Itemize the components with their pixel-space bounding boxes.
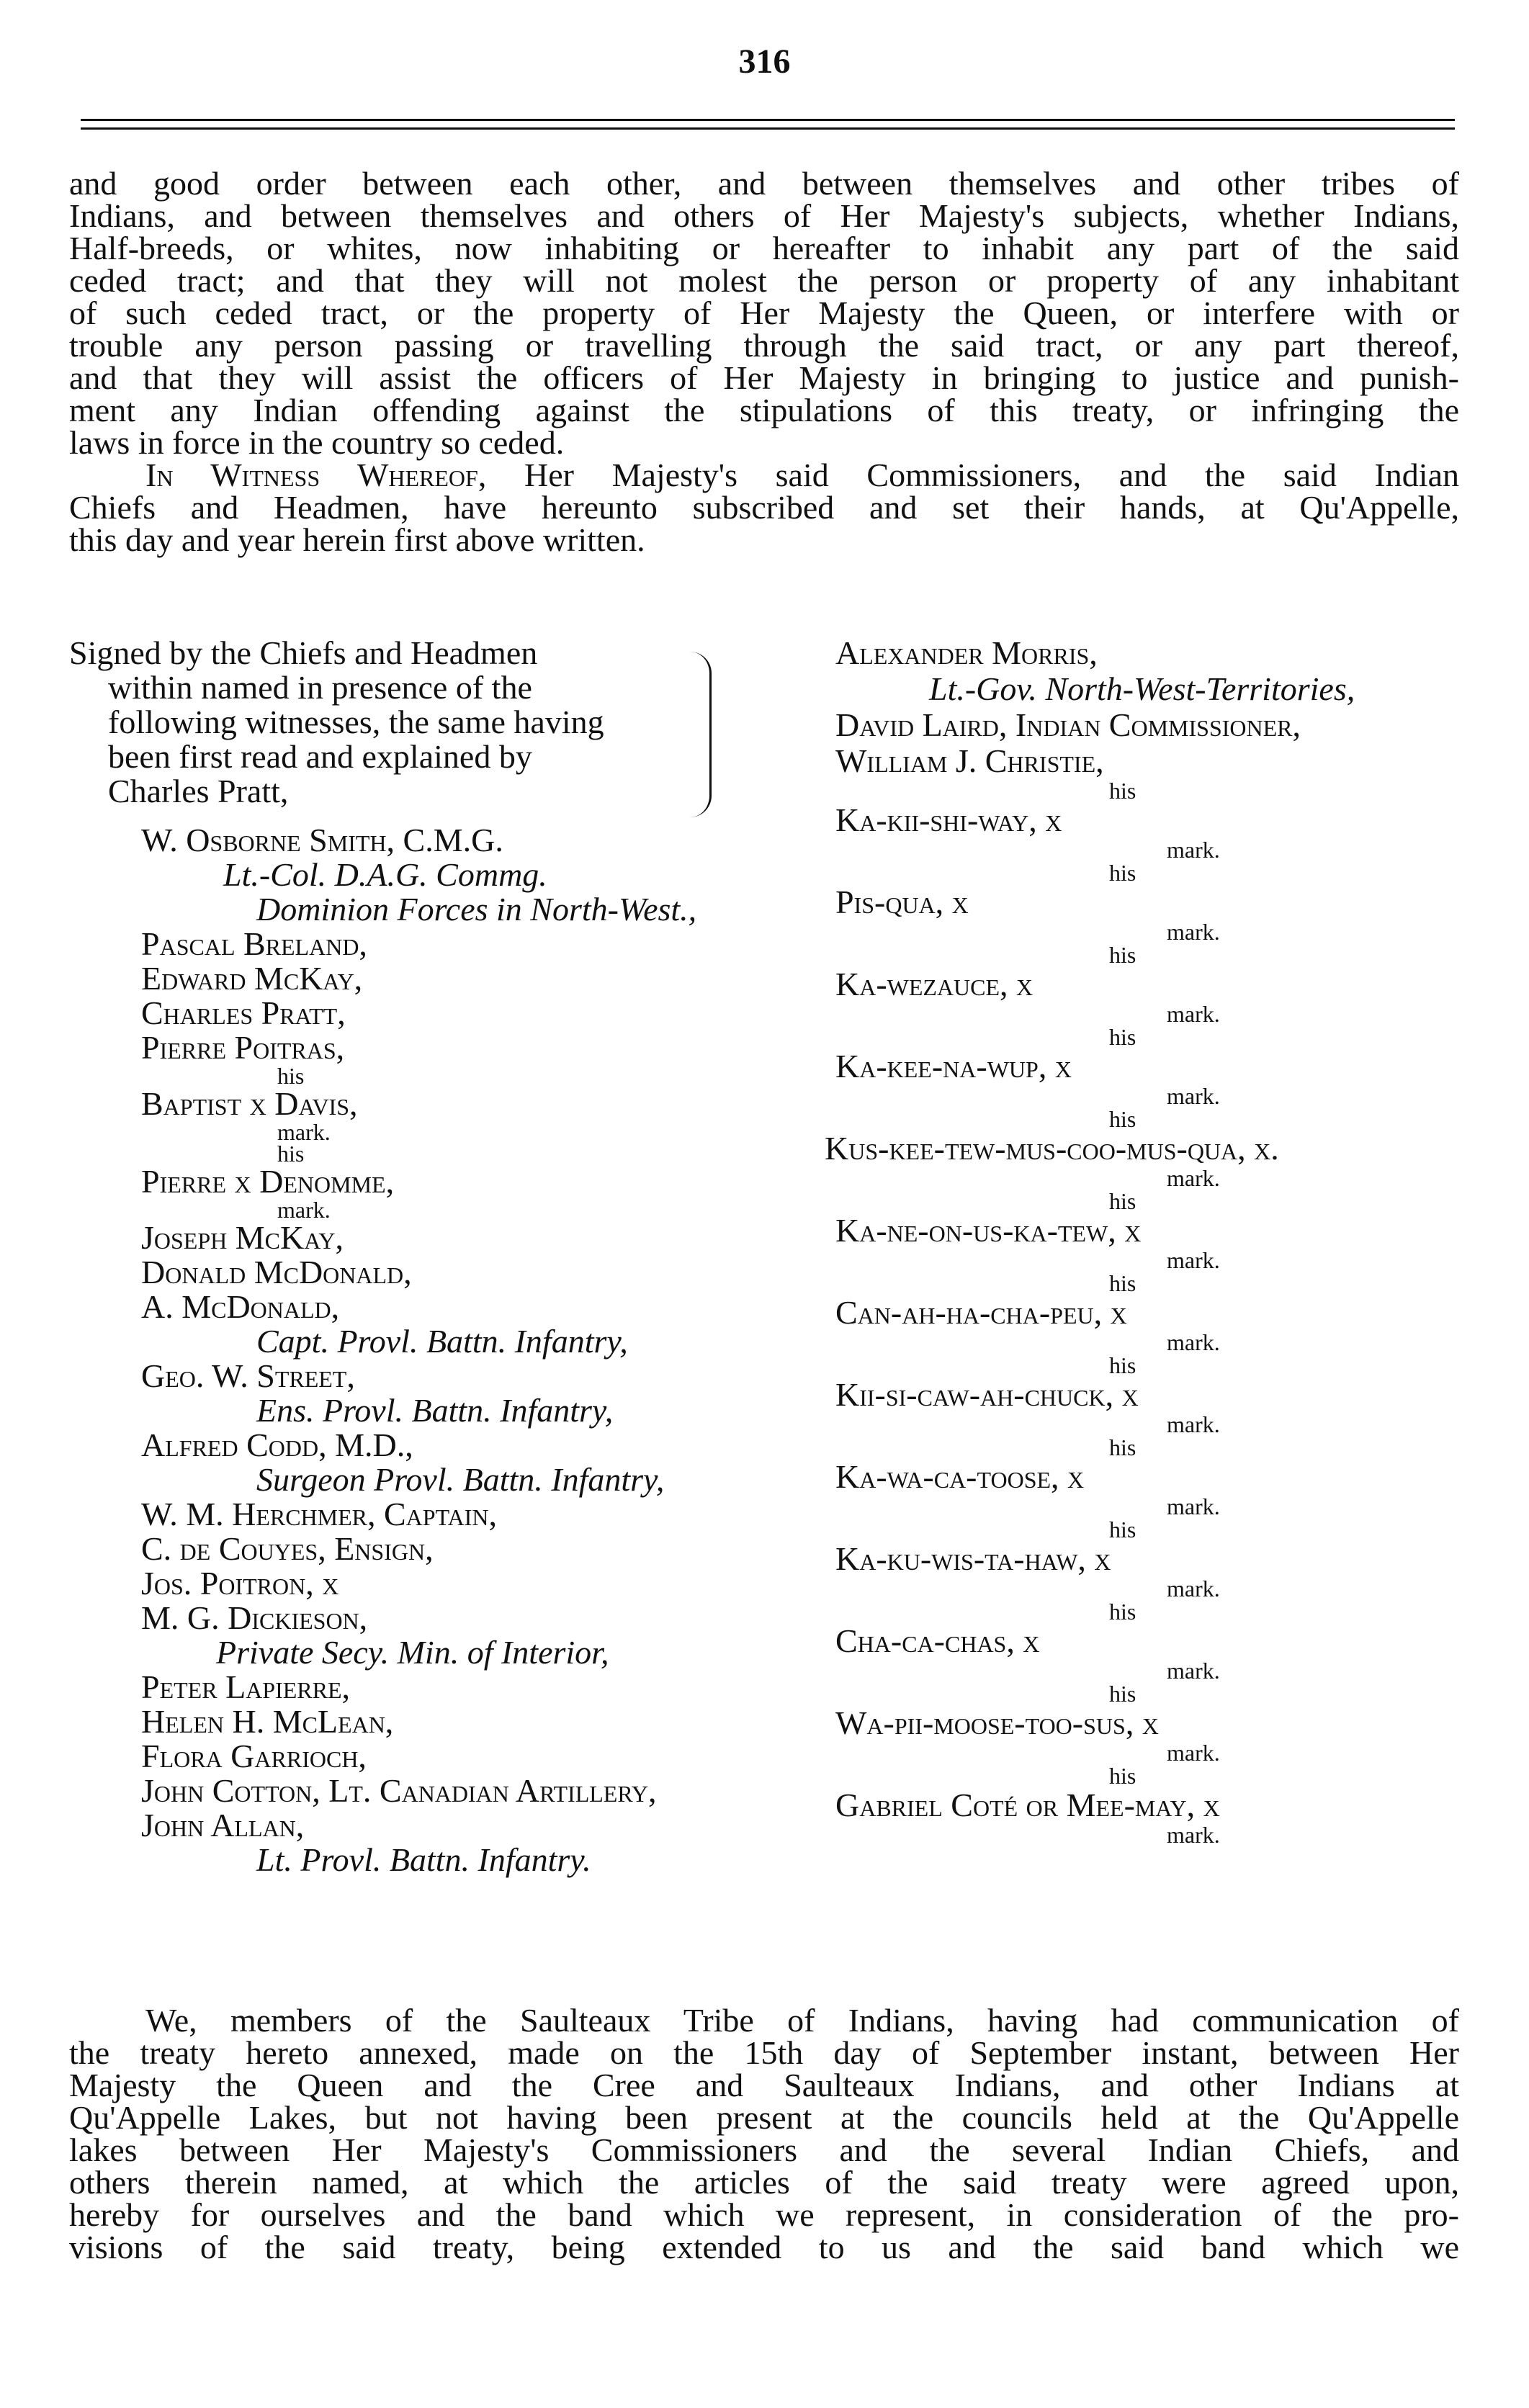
signature-mark-text: mark. [1167, 1329, 1220, 1355]
signature-mark-text: mark. [1167, 1576, 1220, 1601]
witness-entry: John Cotton, Lt. Canadian Artillery, [141, 1772, 657, 1809]
signatory-entry: Ka-wezauce, x [835, 966, 1033, 1002]
witness-entry: Lt.-Col. D.A.G. Commg. [223, 856, 547, 893]
witness-entry: Joseph McKay, [141, 1219, 344, 1256]
signatory-entry: Ka-ku-wis-ta-haw, x [835, 1540, 1111, 1577]
signature-mark-text: mark. [1167, 1411, 1220, 1437]
witness-entry: Dominion Forces in North-West., [256, 891, 697, 927]
witness-entry: C. de Couyes, Ensign, [141, 1530, 434, 1567]
paragraph-line: Chiefs and Headmen, have hereunto subscribed and set their hands, at Qu'Appelle, [69, 489, 1459, 526]
witness-entry: Helen H. McLean, [141, 1703, 394, 1740]
signatory-entry: Lt.-Gov. North-West-Territories, [929, 670, 1355, 707]
signatory-entry: William J. Christie, [835, 742, 1104, 779]
witness-entry: M. G. Dickieson, [141, 1599, 368, 1636]
signatory-entry: Wa-pii-moose-too-sus, x [835, 1704, 1159, 1741]
witness-entry: Flora Garrioch, [141, 1738, 367, 1774]
witness-entry: Pascal Breland, [141, 925, 367, 962]
paragraph-line: Half-breeds, or whites, now inhabiting or hereafter to inhabit any part of the said [69, 230, 1459, 266]
signature-mark-text: his [1109, 1270, 1136, 1296]
signature-mark-text: his [1109, 1599, 1136, 1625]
witness-entry: Capt. Provl. Battn. Infantry, [256, 1323, 628, 1360]
signatory-entry: Kus-kee-tew-mus-coo-mus-qua, x. [825, 1130, 1279, 1167]
signature-mark-text: mark. [1167, 1822, 1220, 1848]
paragraph-line: Qu'Appelle Lakes, but not having been present at the councils held at the Qu'Appelle [69, 2099, 1459, 2136]
paragraph-line: Majesty the Queen and the Cree and Saulteaux Indians, and other Indians at [69, 2067, 1459, 2103]
signature-mark-text: his [1109, 1517, 1136, 1542]
paragraph-line: and good order between each other, and between themselves and other tribes of [69, 165, 1459, 202]
witness-entry: Pierre x Denomme, [141, 1163, 395, 1200]
signature-mark-text: his [1109, 1106, 1136, 1132]
witness-line-text: Her Majesty's said Commissioners, and the said Indian [486, 457, 1459, 493]
signature-mark-text: mark. [277, 1197, 331, 1223]
signatory-entry: Gabriel Coté or Mee-may, x [835, 1787, 1220, 1823]
signature-mark-text: mark. [1167, 919, 1220, 945]
signing-preamble-line: been first read and explained by [108, 738, 532, 775]
paragraph-line: lakes between Her Majesty's Commissioners and the several Indian Chiefs, and [69, 2131, 1459, 2168]
witness-entry: W. Osborne Smith, C.M.G. [141, 822, 503, 858]
witness-entry: Surgeon Provl. Battn. Infantry, [256, 1461, 665, 1498]
witness-entry: Lt. Provl. Battn. Infantry. [256, 1841, 591, 1878]
signature-mark-text: mark. [1167, 837, 1220, 863]
witness-entry: Alfred Codd, M.D., [141, 1427, 413, 1463]
witness-entry: Private Secy. Min. of Interior, [216, 1634, 609, 1671]
signing-preamble-line: Signed by the Chiefs and Headmen [69, 634, 538, 671]
witness-entry: Jos. Poitron, x [141, 1565, 339, 1601]
witness-entry: Edward McKay, [141, 960, 363, 997]
signature-mark-text: mark. [1167, 1740, 1220, 1766]
signing-preamble-line: Charles Pratt, [108, 773, 289, 809]
paragraph-line: and that they will assist the officers of Her Majesty in bringing to justice and punish- [69, 359, 1459, 396]
witness-entry: W. M. Herchmer, Captain, [141, 1496, 497, 1532]
signatory-entry: Ka-ne-on-us-ka-tew, x [835, 1212, 1142, 1249]
signature-mark-text: mark. [1167, 1658, 1220, 1684]
witness-entry: Pierre Poitras, [141, 1029, 345, 1066]
paragraph-line: trouble any person passing or travelling through the said tract, or any part thereof, [69, 327, 1459, 364]
paragraph-line: Indians, and between themselves and others of Her Majesty's subjects, whether Indians, [69, 197, 1459, 234]
witness-entry: A. McDonald, [141, 1288, 340, 1325]
signature-mark-text: his [1109, 1188, 1136, 1214]
signature-mark-text: his [1109, 860, 1136, 886]
signature-mark-text: mark. [1167, 1165, 1220, 1191]
signatory-entry: David Laird, Indian Commissioner, [835, 706, 1301, 743]
signature-mark-text: his [277, 1141, 305, 1167]
paragraph-line: visions of the said treaty, being extended to us and the said band which we [69, 2229, 1459, 2265]
witness-entry: Baptist x Davis, [141, 1085, 358, 1122]
witness-entry: Geo. W. Street, [141, 1357, 355, 1394]
paragraph-line: ceded tract; and that they will not molest the person or property of any inhabitant [69, 262, 1459, 299]
signatory-entry: Pis-qua, x [835, 884, 969, 920]
witness-entry: Peter Lapierre, [141, 1668, 351, 1705]
signature-mark-text: his [277, 1063, 305, 1089]
signature-mark-text: mark. [1167, 1493, 1220, 1519]
signatory-entry: Can-ah-ha-cha-peu, x [835, 1294, 1127, 1331]
witness-lead: In Witness Whereof, [145, 457, 487, 493]
signature-mark-text: mark. [1167, 1083, 1220, 1109]
signatory-entry: Cha-ca-chas, x [835, 1622, 1040, 1659]
signatory-entry: Ka-wa-ca-toose, x [835, 1458, 1085, 1495]
paragraph-line: others therein named, at which the articles of the said treaty were agreed upon, [69, 2164, 1459, 2201]
signature-mark-text: his [1109, 1024, 1136, 1050]
signature-mark-text: mark. [1167, 1001, 1220, 1027]
signature-mark-text: his [1109, 778, 1136, 804]
paragraph-line: ment any Indian offending against the stipulations of this treaty, or infringing the [69, 392, 1459, 428]
signatory-entry: Kii-si-caw-ah-chuck, x [835, 1376, 1139, 1413]
signature-mark-text: his [1109, 1763, 1136, 1789]
treaty-paragraph-bottom [69, 2004, 1459, 2263]
signing-preamble-line: within named in presence of the [108, 669, 532, 706]
paragraph-line: this day and year herein first above written. [69, 521, 645, 558]
signatory-entry: Ka-kee-na-wup, x [835, 1048, 1072, 1084]
signature-mark-text: his [1109, 1352, 1136, 1378]
page-number: 316 [738, 42, 791, 81]
signature-mark-text: his [1109, 1681, 1136, 1707]
paragraph-line: laws in force in the country so ceded. [69, 424, 565, 461]
witness-entry: John Allan, [141, 1807, 305, 1843]
signature-mark-text: his [1109, 1434, 1136, 1460]
signature-mark-text: his [1109, 942, 1136, 968]
witness-entry: Charles Pratt, [141, 994, 346, 1031]
signatory-entry: Alexander Morris, [835, 634, 1098, 671]
paragraph-line: of such ceded tract, or the property of Her Majesty the Queen, or interfere with or [69, 295, 1459, 331]
paragraph-line: the treaty hereto annexed, made on the 15th day of September instant, between Her [69, 2034, 1459, 2071]
witness-entry: Ens. Provl. Battn. Infantry, [256, 1392, 614, 1429]
witness-entry: Donald McDonald, [141, 1254, 412, 1290]
signature-mark-text: mark. [1167, 1247, 1220, 1273]
paragraph-line: hereby for ourselves and the band which we represent, in consideration of the pro- [69, 2196, 1459, 2233]
signing-preamble-line: following witnesses, the same having [108, 704, 604, 740]
paragraph-line: We, members of the Saulteaux Tribe of Indians, having had communication of [145, 2002, 1459, 2039]
signature-mark-text: mark. [277, 1119, 331, 1145]
signatory-entry: Ka-kii-shi-way, x [835, 801, 1062, 838]
